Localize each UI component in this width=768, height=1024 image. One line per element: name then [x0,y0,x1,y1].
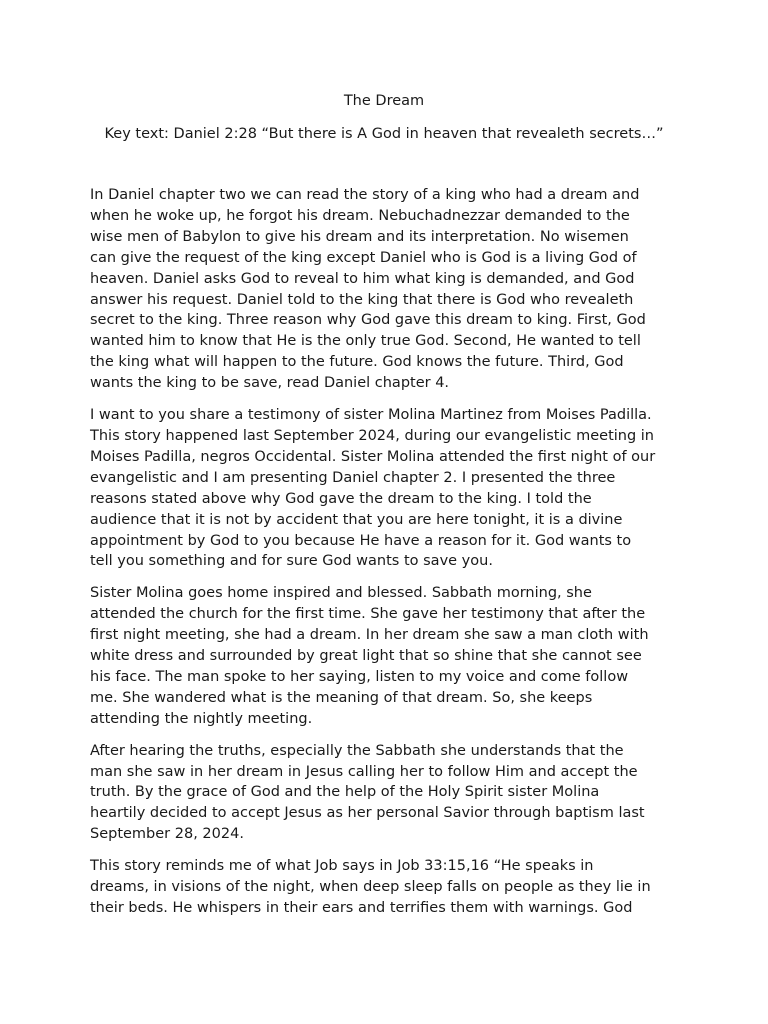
paragraph-2: I want to you share a testimony of sister Molina Martinez from Moises Padilla. This story happened last September 2024, during our evangelistic meeting in Moises Padilla, negros Occidental. Sister Molina attended the first night of our evangelistic and I am presenting Daniel chapter 2. I presented the three reasons stated above why God gave the dream to the king. I told the audience that it is not by accident that you are here tonight, it is a divine appointment by God to you because He have a reason for it. God wants to tell you something and for sure God wants to save you. [90,407,656,570]
document-title: The Dream [343,93,425,109]
document-body [90,185,690,930]
paragraph-5: This story reminds me of what Job says in Job 33:15,16 “He speaks in dreams, in visions of the night, when deep sleep falls on people as they lie in their beds. He whispers in their ears and terrifies them with warnings. God [90,858,651,916]
paragraph-3: Sister Molina goes home inspired and blessed. Sabbath morning, she attended the church for the first time. She gave her testimony that after the first night meeting, she had a dream. In her dream she saw a man cloth with white dress and surrounded by great light that so shine that she cannot see his face. The man spoke to her saying, listen to my voice and come follow me. She wandered what is the meaning of that dream. So, she keeps attending the nightly meeting. [90,585,649,727]
paragraph-4: After hearing the truths, especially the Sabbath she understands that the man she saw in her dream in Jesus calling her to follow Him and accept the truth. By the grace of God and the help of the Holy Spirit sister Molina heartily decided to accept Jesus as her personal Savior through baptism last September 28, 2024. [90,742,645,843]
paragraph-1: In Daniel chapter two we can read the story of a king who had a dream and when he woke up, he forgot his dream. Nebuchadnezzar demanded to the wise men of Babylon to give his dream and its interpretation. No wisemen can give the request of the king except Daniel who is God is a living God of heaven. Daniel asks God to reveal to him what king is demanded, and God answer his request. Daniel told to the king that there is God who revealeth secret to the king. Three reason why God gave this dream to king. First, God wanted him to know that He is the only true God. Second, He wanted to tell the king what will happen to the future. God knows the future. Third, God wants the king to be save, read Daniel chapter 4. [90,187,646,392]
key-text: Key text: Daniel 2:28 “But there is A God in heaven that revealeth secrets…” [104,126,664,142]
